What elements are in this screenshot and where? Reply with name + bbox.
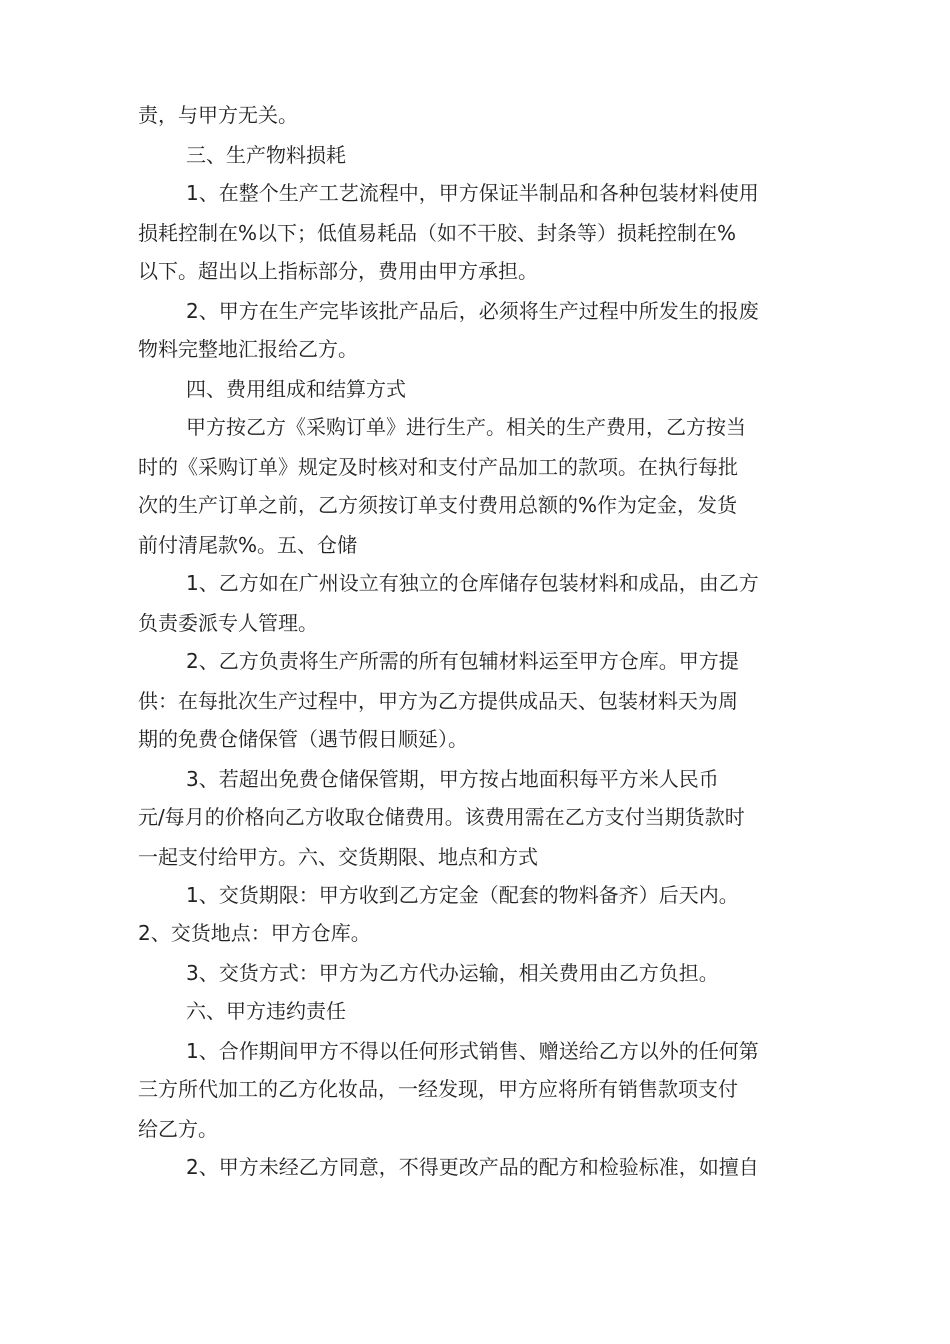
text-line: 1、乙方如在广州设立有独立的仓库储存包装材料和成品，由乙方 [186, 571, 759, 595]
text-line: 一起支付给甲方。六、交货期限、地点和方式 [138, 845, 538, 869]
text-line: 物料完整地汇报给乙方。 [138, 337, 358, 361]
text-line: 供：在每批次生产过程中，甲方为乙方提供成品天、包装材料天为周 [138, 689, 738, 713]
text-line: 负责委派专人管理。 [138, 611, 318, 635]
text-line: 1、在整个生产工艺流程中，甲方保证半制品和各种包装材料使用 [186, 181, 759, 205]
text-line: 以下。超出以上指标部分，费用由甲方承担。 [138, 259, 538, 283]
text-line: 三方所代加工的乙方化妆品，一经发现，甲方应将所有销售款项支付 [138, 1077, 738, 1101]
section-heading: 三、生产物料损耗 [186, 143, 346, 167]
text-line: 3、交货方式：甲方为乙方代办运输，相关费用由乙方负担。 [186, 961, 719, 985]
section-heading: 四、费用组成和结算方式 [186, 377, 406, 401]
section-heading: 六、甲方违约责任 [186, 999, 346, 1023]
text-line: 责，与甲方无关。 [138, 103, 298, 127]
text-line: 损耗控制在%以下；低值易耗品（如不干胶、封条等）损耗控制在% [138, 221, 737, 245]
text-line: 2、甲方在生产完毕该批产品后，必须将生产过程中所发生的报废 [186, 299, 759, 323]
text-line: 2、交货地点：甲方仓库。 [138, 921, 371, 945]
text-line: 次的生产订单之前，乙方须按订单支付费用总额的%作为定金，发货 [138, 493, 738, 517]
text-line: 1、交货期限：甲方收到乙方定金（配套的物料备齐）后天内。 [186, 883, 739, 907]
text-line: 期的免费仓储保管（遇节假日顺延）。 [138, 727, 468, 751]
text-line: 1、合作期间甲方不得以任何形式销售、赠送给乙方以外的任何第 [186, 1039, 759, 1063]
text-line: 元/每月的价格向乙方收取仓储费用。该费用需在乙方支付当期货款时 [138, 805, 745, 829]
text-line: 2、乙方负责将生产所需的所有包辅材料运至甲方仓库。甲方提 [186, 649, 739, 673]
text-line: 时的《采购订单》规定及时核对和支付产品加工的款项。在执行每批 [138, 455, 738, 479]
text-line: 甲方按乙方《采购订单》进行生产。相关的生产费用，乙方按当 [186, 415, 746, 439]
text-line: 3、若超出免费仓储保管期，甲方按占地面积每平方米人民币 [186, 767, 719, 791]
text-line: 给乙方。 [138, 1117, 218, 1141]
text-line: 前付清尾款%。五、仓储 [138, 533, 358, 557]
text-line: 2、甲方未经乙方同意，不得更改产品的配方和检验标准，如擅自 [186, 1155, 759, 1179]
